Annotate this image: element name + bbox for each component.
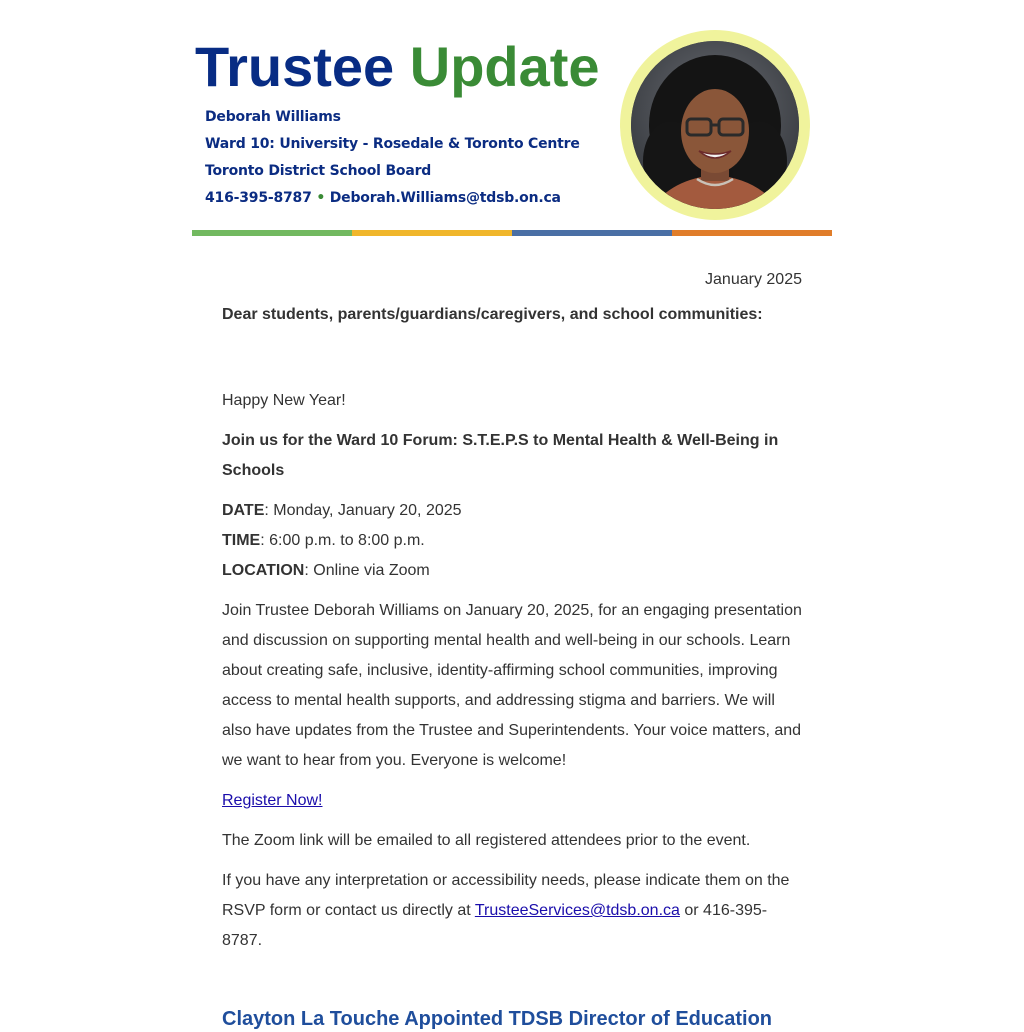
register-paragraph <box>222 786 806 816</box>
contact-line <box>205 185 580 212</box>
happy-new-year: Happy New Year! <box>222 392 346 409</box>
accessibility-phone-text: or 416-395-8787. <box>222 902 768 949</box>
location-value: : Online via Zoom <box>304 562 430 579</box>
divider-blue <box>512 230 672 236</box>
email-address[interactable]: Deborah.Williams@tdsb.on.ca <box>329 190 561 206</box>
divider-green <box>192 230 352 236</box>
time-value: : 6:00 p.m. to 8:00 p.m. <box>260 532 425 549</box>
time-label: TIME <box>222 532 261 549</box>
event-description: Join Trustee Deborah Williams on January 20, 2025, for an engaging presentation and discussion on supporting mental health and well-being in our schools. Learn about creating safe, inclusive, identity-affirming school communities, improving access to mental health supports, and addressing stigma and barriers. We will also have updates from the Trustee and Superintendents. Your voice matters, and we want to hear from you. Everyone is welcome! <box>222 602 802 769</box>
title-word-update: Update <box>409 35 600 98</box>
portrait-image <box>631 41 799 209</box>
newsletter-title <box>195 34 600 100</box>
trustee-services-email-link[interactable]: TrusteeServices@tdsb.on.ca <box>474 902 680 919</box>
school-board: Toronto District School Board <box>205 163 432 179</box>
zoom-note: The Zoom link will be emailed to all registered attendees prior to the event. <box>222 832 751 849</box>
title-word-trustee: Trustee <box>195 35 395 98</box>
event-location <box>222 556 806 586</box>
trustee-photo-frame <box>620 30 810 220</box>
newsletter-header <box>192 0 832 236</box>
trustee-photo <box>631 41 799 209</box>
date-label: DATE <box>222 502 265 519</box>
greeting: Dear students, parents/guardians/caregivers, and school communities: <box>222 306 763 323</box>
bullet-separator: • <box>316 190 326 206</box>
location-label: LOCATION <box>222 562 305 579</box>
phone-number: 416-395-8787 <box>205 190 312 206</box>
trustee-name: Deborah Williams <box>205 109 341 125</box>
letter-body <box>222 302 806 1032</box>
divider-yellow <box>352 230 512 236</box>
section-heading: Clayton La Touche Appointed TDSB Director of Education <box>222 1008 773 1030</box>
letter-date: January 2025 <box>705 271 802 288</box>
trustee-ward: Ward 10: University - Rosedale & Toronto Centre <box>205 136 580 152</box>
accessibility-text: If you have any interpretation or accessibility needs, please indicate them on the RSVP form or contact us directly at <box>222 872 790 919</box>
date-value: : Monday, January 20, 2025 <box>264 502 462 519</box>
forum-heading: Join us for the Ward 10 Forum: S.T.E.P.S to Mental Health & Well-Being in Schools <box>222 432 779 479</box>
color-divider <box>192 230 832 236</box>
trustee-contact-info <box>205 104 580 212</box>
event-date <box>222 496 806 526</box>
divider-orange <box>672 230 832 236</box>
register-now-link[interactable]: Register Now! <box>222 792 323 809</box>
event-time <box>222 526 806 556</box>
accessibility-note <box>222 866 806 956</box>
